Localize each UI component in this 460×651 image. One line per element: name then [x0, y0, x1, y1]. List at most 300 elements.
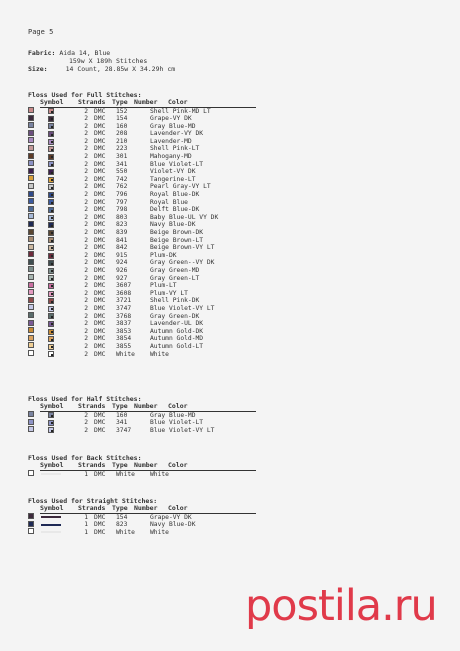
table-row: [28, 191, 268, 199]
straight-stitches-section: [28, 497, 268, 536]
cell-type: DMC: [94, 206, 106, 214]
cell-number: 154: [116, 115, 128, 123]
stitch-symbol: [48, 199, 54, 205]
cell-strands: 2: [84, 297, 88, 305]
cell-color: Grape-VY DK: [150, 115, 192, 123]
cell-type: DMC: [94, 282, 106, 290]
table-row: [28, 351, 268, 359]
header-number: Number: [134, 504, 158, 512]
cell-number: 160: [116, 122, 128, 130]
cell-strands: 2: [84, 160, 88, 168]
cell-color: Baby Blue-UL VY DK: [150, 213, 219, 221]
cell-color: Autumn Gold-LT: [150, 342, 204, 350]
cell-type: DMC: [94, 213, 106, 221]
header-symbol: Symbol: [40, 98, 64, 106]
cell-number: 742: [116, 175, 128, 183]
stitch-symbol: [48, 351, 54, 357]
cell-strands: 2: [84, 236, 88, 244]
table-row: [28, 168, 268, 176]
stitch-symbol: [48, 177, 54, 183]
table-row: [28, 153, 268, 161]
page-number: Page 5: [28, 28, 54, 36]
color-swatch: [28, 137, 34, 143]
header-symbol: Symbol: [40, 461, 64, 469]
color-swatch: [28, 282, 34, 288]
cell-strands: 2: [84, 335, 88, 343]
cell-strands: 2: [84, 320, 88, 328]
color-swatch: [28, 411, 34, 417]
cell-strands: 2: [84, 198, 88, 206]
full-stitches-section: [28, 91, 268, 358]
color-swatch: [28, 335, 34, 341]
header-number: Number: [134, 98, 158, 106]
cell-color: Lavender-VY DK: [150, 130, 204, 138]
table-row: [28, 214, 268, 222]
stitch-symbol: [48, 313, 54, 319]
stitch-symbol: [48, 306, 54, 312]
table-row: [28, 343, 268, 351]
color-swatch: [28, 107, 34, 113]
color-swatch: [28, 206, 34, 212]
table-row: [28, 176, 268, 184]
postila-logo: postila.ru: [245, 581, 437, 631]
cell-color: Gray Green-MD: [150, 266, 200, 274]
cell-strands: 2: [84, 145, 88, 153]
fabric-info: [28, 49, 175, 73]
stitch-symbol: [48, 207, 54, 213]
table-row: [28, 320, 268, 328]
fabric-label: Fabric:: [28, 49, 56, 57]
cell-color: Shell Pink-DK: [150, 297, 200, 305]
cell-color: Violet-VY DK: [150, 168, 196, 176]
stitch-symbol: [48, 260, 54, 266]
back-stitches-section: [28, 454, 268, 478]
cell-strands: 1: [84, 521, 88, 529]
stitch-symbol: [48, 283, 54, 289]
stitch-symbol: [48, 131, 54, 137]
cell-number: 210: [116, 137, 128, 145]
cell-type: DMC: [94, 521, 106, 529]
color-swatch: [28, 145, 34, 151]
table-row: [28, 328, 268, 336]
cell-strands: 2: [84, 266, 88, 274]
line-symbol: [41, 524, 61, 526]
cell-color: Grape-VY DK: [150, 513, 192, 521]
color-swatch: [28, 312, 34, 318]
header-type: Type: [112, 504, 128, 512]
stitch-symbol: [48, 184, 54, 190]
cell-type: DMC: [94, 419, 106, 427]
header-number: Number: [134, 402, 158, 410]
cell-color: White: [150, 528, 169, 536]
cell-type: DMC: [94, 426, 106, 434]
cell-strands: 2: [84, 411, 88, 419]
table-row: [28, 123, 268, 131]
table-row: [28, 259, 268, 267]
cell-type: DMC: [94, 335, 106, 343]
cell-strands: 2: [84, 168, 88, 176]
cell-strands: 2: [84, 221, 88, 229]
table-row: [28, 115, 268, 123]
cell-number: 823: [116, 521, 128, 529]
cell-number: 341: [116, 419, 128, 427]
cell-number: 341: [116, 160, 128, 168]
color-swatch: [28, 229, 34, 235]
stitch-symbol: [48, 253, 54, 259]
cell-number: 208: [116, 130, 128, 138]
cell-strands: 2: [84, 229, 88, 236]
color-swatch: [28, 213, 34, 219]
color-swatch: [28, 244, 34, 250]
cell-strands: 2: [84, 175, 88, 183]
stitch-symbol: [48, 192, 54, 198]
cell-type: DMC: [94, 297, 106, 305]
stitch-symbol: [48, 146, 54, 152]
cell-type: DMC: [94, 251, 106, 259]
stitch-symbol: [48, 427, 54, 433]
cell-number: 3608: [116, 289, 132, 297]
cell-strands: 2: [84, 350, 88, 358]
table-row: [28, 514, 268, 522]
cell-color: Blue Violet-LT: [150, 419, 204, 427]
cell-type: DMC: [94, 350, 106, 358]
stitch-symbol: [48, 169, 54, 175]
color-swatch: [28, 513, 34, 519]
cell-number: 3768: [116, 312, 132, 320]
color-swatch: [28, 115, 34, 121]
section-title: Floss Used for Back Stitches:: [28, 454, 142, 462]
section-title: Floss Used for Full Stitches:: [28, 91, 142, 99]
cell-color: Blue Violet-VY LT: [150, 304, 215, 312]
header-strands: Strands: [78, 461, 106, 469]
color-swatch: [28, 153, 34, 159]
cell-color: White: [150, 470, 169, 478]
cell-number: 797: [116, 198, 128, 206]
cell-type: DMC: [94, 411, 106, 419]
table-row: [28, 275, 268, 283]
cell-strands: 2: [84, 206, 88, 214]
cell-number: 823: [116, 221, 128, 229]
cell-color: Shell Pink-MD LT: [150, 107, 211, 115]
line-symbol: [41, 516, 61, 518]
cell-type: DMC: [94, 191, 106, 199]
cell-number: White: [116, 528, 135, 536]
table-header: [40, 462, 256, 471]
cell-color: Royal Blue: [150, 198, 188, 206]
table-row: [28, 229, 268, 237]
table-row: [28, 145, 268, 153]
color-swatch: [28, 521, 34, 527]
color-swatch: [28, 160, 34, 166]
cell-type: DMC: [94, 312, 106, 320]
color-swatch: [28, 419, 34, 425]
stitch-symbol: [48, 275, 54, 281]
cell-type: DMC: [94, 175, 106, 183]
cell-strands: 2: [84, 259, 88, 267]
table-header: [40, 99, 256, 108]
color-swatch: [28, 266, 34, 272]
stitch-symbol: [48, 230, 54, 236]
color-swatch: [28, 426, 34, 432]
table-row: [28, 282, 268, 290]
cell-number: 160: [116, 411, 128, 419]
cell-strands: 2: [84, 122, 88, 130]
cell-type: DMC: [94, 289, 106, 297]
cell-number: White: [116, 470, 135, 478]
stitch-symbol: [48, 139, 54, 145]
color-swatch: [28, 236, 34, 242]
cell-strands: 2: [84, 426, 88, 434]
cell-strands: 2: [84, 213, 88, 221]
cell-type: DMC: [94, 145, 106, 153]
header-symbol: Symbol: [40, 402, 64, 410]
cell-strands: 2: [84, 130, 88, 138]
table-header: [40, 403, 256, 412]
cell-number: 841: [116, 236, 128, 244]
cell-color: Beige Brown-VY LT: [150, 244, 215, 252]
section-title: Floss Used for Straight Stitches:: [28, 497, 158, 505]
color-swatch: [28, 251, 34, 257]
header-type: Type: [112, 402, 128, 410]
table-row: [28, 335, 268, 343]
table-row: [28, 305, 268, 313]
table-row: [28, 183, 268, 191]
half-stitches-section: [28, 395, 268, 434]
cell-strands: 2: [84, 304, 88, 312]
cell-number: 927: [116, 274, 128, 282]
table-row: [28, 313, 268, 321]
color-swatch: [28, 198, 34, 204]
cell-type: DMC: [94, 168, 106, 176]
header-symbol: Symbol: [40, 504, 64, 512]
header-color: Color: [168, 402, 188, 410]
cell-color: Beige Brown-DK: [150, 229, 204, 236]
header-color: Color: [168, 461, 188, 469]
color-swatch: [28, 130, 34, 136]
cell-strands: 2: [84, 153, 88, 161]
cell-strands: 2: [84, 191, 88, 199]
cell-strands: 2: [84, 274, 88, 282]
table-row: [28, 267, 268, 275]
color-swatch: [28, 168, 34, 174]
color-swatch: [28, 191, 34, 197]
color-swatch: [28, 122, 34, 128]
cell-color: Gray Blue-MD: [150, 122, 196, 130]
cell-type: DMC: [94, 115, 106, 123]
header-color: Color: [168, 98, 188, 106]
cell-type: DMC: [94, 320, 106, 328]
cell-type: DMC: [94, 122, 106, 130]
table-row: [28, 161, 268, 169]
cell-type: DMC: [94, 198, 106, 206]
cell-color: Autumn Gold-DK: [150, 327, 204, 335]
stitch-symbol: [48, 329, 54, 335]
cell-strands: 2: [84, 107, 88, 115]
stitch-symbol: [48, 222, 54, 228]
stitch-symbol: [48, 161, 54, 167]
color-swatch: [28, 259, 34, 265]
cell-strands: 2: [84, 244, 88, 252]
table-row: [28, 244, 268, 252]
cell-color: Gray Green-LT: [150, 274, 200, 282]
cell-color: Tangerine-LT: [150, 175, 196, 183]
cell-color: Lavender-UL DK: [150, 320, 204, 328]
color-swatch: [28, 183, 34, 189]
stitch-symbol: [48, 154, 54, 160]
cell-number: 3854: [116, 335, 132, 343]
stitch-symbol: [48, 215, 54, 221]
cell-number: 842: [116, 244, 128, 252]
cell-strands: 2: [84, 419, 88, 427]
cell-color: Blue Violet-LT: [150, 160, 204, 168]
cell-number: 3721: [116, 297, 132, 305]
cell-strands: 2: [84, 342, 88, 350]
cell-number: 152: [116, 107, 128, 115]
cell-type: DMC: [94, 153, 106, 161]
table-row: [28, 529, 268, 537]
cell-type: DMC: [94, 244, 106, 252]
size-label: Size:: [28, 65, 48, 73]
table-header: [40, 505, 256, 514]
cell-strands: 2: [84, 183, 88, 191]
cell-number: 3607: [116, 282, 132, 290]
cell-type: DMC: [94, 130, 106, 138]
table-row: [28, 130, 268, 138]
color-swatch: [28, 175, 34, 181]
table-row: [28, 199, 268, 207]
table-row: [28, 290, 268, 298]
cell-type: DMC: [94, 160, 106, 168]
color-swatch: [28, 528, 34, 534]
cell-type: DMC: [94, 304, 106, 312]
cell-color: Beige Brown-LT: [150, 236, 204, 244]
cell-number: 154: [116, 513, 128, 521]
cell-number: 3747: [116, 304, 132, 312]
header-color: Color: [168, 504, 188, 512]
color-swatch: [28, 297, 34, 303]
cell-type: DMC: [94, 266, 106, 274]
cell-color: Autumn Gold-MD: [150, 335, 204, 343]
cell-type: DMC: [94, 183, 106, 191]
stitch-symbol: [48, 123, 54, 129]
stitch-count: 159w X 189h Stitches: [69, 57, 148, 65]
cell-number: 839: [116, 229, 128, 236]
cell-color: Gray Blue-MD: [150, 411, 196, 419]
cell-color: Plum-LT: [150, 282, 177, 290]
cell-color: Gray Green-DK: [150, 312, 200, 320]
cell-number: 3837: [116, 320, 132, 328]
color-swatch: [28, 327, 34, 333]
stitch-symbol: [48, 108, 54, 114]
cell-color: Royal Blue-DK: [150, 191, 200, 199]
cell-type: DMC: [94, 470, 106, 478]
cell-color: Shell Pink-LT: [150, 145, 200, 153]
size-value: 14 Count, 28.85w X 34.29h cm: [65, 65, 176, 73]
cell-strands: 2: [84, 327, 88, 335]
table-row: [28, 138, 268, 146]
table-row: [28, 108, 268, 116]
stitch-symbol: [48, 116, 54, 122]
cell-color: Plum-VY LT: [150, 289, 188, 297]
cell-number: 926: [116, 266, 128, 274]
cell-color: Navy Blue-DK: [150, 221, 196, 229]
table-row: [28, 252, 268, 260]
line-symbol: [41, 531, 61, 533]
stitch-symbol: [48, 245, 54, 251]
cell-type: DMC: [94, 274, 106, 282]
color-swatch: [28, 289, 34, 295]
cell-strands: 2: [84, 251, 88, 259]
header-strands: Strands: [78, 402, 106, 410]
cell-strands: 1: [84, 470, 88, 478]
cell-color: Blue Violet-VY LT: [150, 426, 215, 434]
cell-type: DMC: [94, 236, 106, 244]
color-swatch: [28, 470, 34, 476]
table-row: [28, 412, 268, 420]
color-swatch: [28, 320, 34, 326]
color-swatch: [28, 350, 34, 356]
header-type: Type: [112, 461, 128, 469]
stitch-symbol: [48, 268, 54, 274]
cell-type: DMC: [94, 107, 106, 115]
cell-number: 924: [116, 259, 128, 267]
table-row: [28, 221, 268, 229]
cell-strands: 1: [84, 528, 88, 536]
stitch-symbol: [48, 344, 54, 350]
cell-type: DMC: [94, 342, 106, 350]
cell-color: White: [150, 350, 169, 358]
cell-type: DMC: [94, 513, 106, 521]
cell-strands: 2: [84, 289, 88, 297]
cell-type: DMC: [94, 259, 106, 267]
stitch-symbol: [48, 291, 54, 297]
cell-number: 3853: [116, 327, 132, 335]
cell-type: DMC: [94, 528, 106, 536]
cell-number: 3747: [116, 426, 132, 434]
fabric-value: Aida 14, Blue: [59, 49, 111, 57]
stitch-symbol: [48, 237, 54, 243]
cell-number: 301: [116, 153, 128, 161]
cell-color: Navy Blue-DK: [150, 521, 196, 529]
cell-number: 762: [116, 183, 128, 191]
table-row: [28, 419, 268, 427]
table-row: [28, 297, 268, 305]
color-swatch: [28, 221, 34, 227]
color-swatch: [28, 274, 34, 280]
cell-strands: 2: [84, 312, 88, 320]
cell-number: 550: [116, 168, 128, 176]
cell-type: DMC: [94, 327, 106, 335]
cell-color: Pearl Gray-VY LT: [150, 183, 211, 191]
header-type: Type: [112, 98, 128, 106]
cell-type: DMC: [94, 229, 106, 236]
cell-color: Gray Green--VY DK: [150, 259, 215, 267]
line-symbol: [41, 473, 61, 475]
cell-type: DMC: [94, 221, 106, 229]
cell-strands: 2: [84, 282, 88, 290]
cell-number: 796: [116, 191, 128, 199]
stitch-symbol: [48, 336, 54, 342]
cell-strands: 1: [84, 513, 88, 521]
color-swatch: [28, 342, 34, 348]
cell-type: DMC: [94, 137, 106, 145]
stitch-symbol: [48, 298, 54, 304]
stitch-symbol: [48, 412, 54, 418]
cell-number: 798: [116, 206, 128, 214]
header-strands: Strands: [78, 98, 106, 106]
cell-color: Lavender-MD: [150, 137, 192, 145]
cell-color: Plum-DK: [150, 251, 177, 259]
